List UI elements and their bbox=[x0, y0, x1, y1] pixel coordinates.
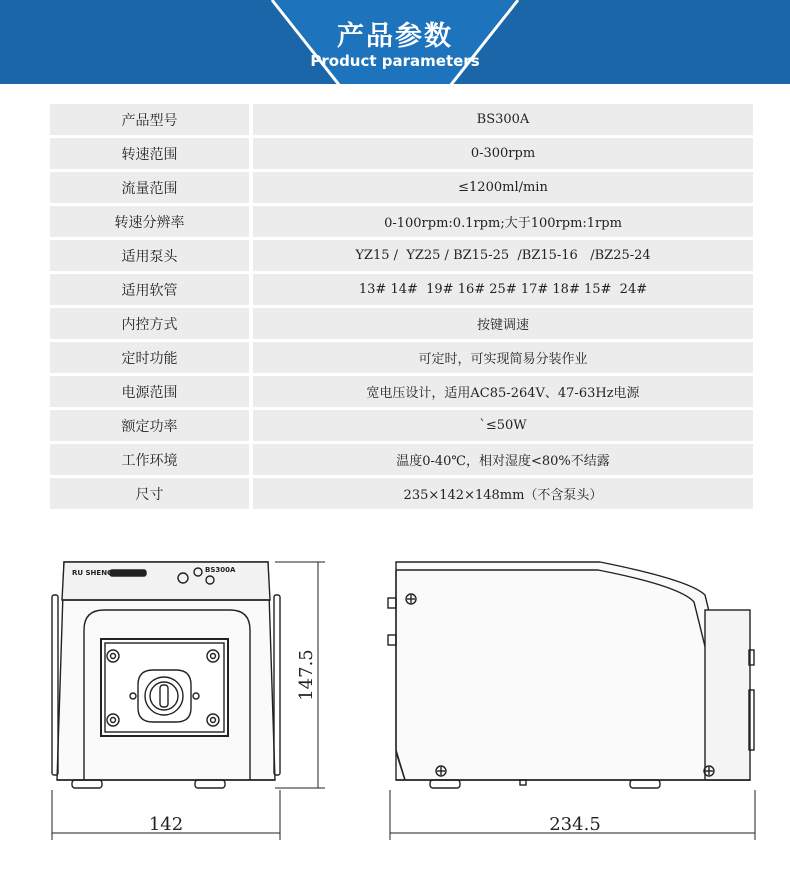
spec-value: 温度0-40℃，相对湿度<80%不结露 bbox=[253, 444, 753, 475]
spec-value: 按键调速 bbox=[253, 308, 753, 339]
spec-label: 转速范围 bbox=[50, 138, 249, 169]
page-subtitle: Product parameters bbox=[310, 52, 480, 70]
technical-drawing bbox=[0, 540, 790, 885]
spec-label: 适用软管 bbox=[50, 274, 249, 305]
spec-label: 定时功能 bbox=[50, 342, 249, 373]
spec-label: 适用泵头 bbox=[50, 240, 249, 271]
spec-value: YZ15 / YZ25 / BZ15-25 /BZ15-16 /BZ25-24 bbox=[253, 240, 753, 271]
spec-row bbox=[50, 172, 753, 203]
spec-label: 流量范围 bbox=[50, 172, 249, 203]
spec-value: `≤50W bbox=[253, 410, 753, 441]
spec-row bbox=[50, 308, 753, 339]
spec-value: 可定时，可实现简易分装作业 bbox=[253, 342, 753, 373]
spec-value: 0-300rpm bbox=[253, 138, 753, 169]
spec-table bbox=[50, 104, 753, 512]
spec-label: 产品型号 bbox=[50, 104, 249, 135]
front-width-label: 142 bbox=[148, 814, 184, 835]
spec-label: 转速分辨率 bbox=[50, 206, 249, 237]
spec-value: 13# 14# 19# 16# 25# 17# 18# 15# 24# bbox=[253, 274, 753, 305]
height-label: 147.5 bbox=[296, 649, 317, 701]
spec-row bbox=[50, 376, 753, 407]
spec-value: 0-100rpm:0.1rpm;大于100rpm:1rpm bbox=[253, 206, 753, 237]
spec-label: 电源范围 bbox=[50, 376, 249, 407]
spec-label: 工作环境 bbox=[50, 444, 249, 475]
spec-value: 235×142×148mm（不含泵头） bbox=[253, 478, 753, 509]
spec-row bbox=[50, 206, 753, 237]
side-view bbox=[388, 562, 754, 788]
spec-row bbox=[50, 240, 753, 271]
front-view bbox=[52, 562, 280, 788]
spec-label: 内控方式 bbox=[50, 308, 249, 339]
spec-row bbox=[50, 410, 753, 441]
spec-label: 尺寸 bbox=[50, 478, 249, 509]
spec-row bbox=[50, 104, 753, 135]
spec-value: ≤1200ml/min bbox=[253, 172, 753, 203]
header-banner bbox=[0, 0, 790, 84]
side-depth-label: 234.5 bbox=[549, 814, 601, 835]
spec-row bbox=[50, 274, 753, 305]
spec-row bbox=[50, 138, 753, 169]
panel-brand-text: RU SHENG bbox=[72, 569, 113, 577]
panel-model-text: BS300A bbox=[205, 566, 236, 574]
page-title: 产品参数 bbox=[337, 21, 453, 52]
spec-value: BS300A bbox=[253, 104, 753, 135]
spec-row bbox=[50, 444, 753, 475]
spec-label: 额定功率 bbox=[50, 410, 249, 441]
spec-row bbox=[50, 478, 753, 509]
spec-value: 宽电压设计，适用AC85-264V、47-63Hz电源 bbox=[253, 376, 753, 407]
spec-row bbox=[50, 342, 753, 373]
